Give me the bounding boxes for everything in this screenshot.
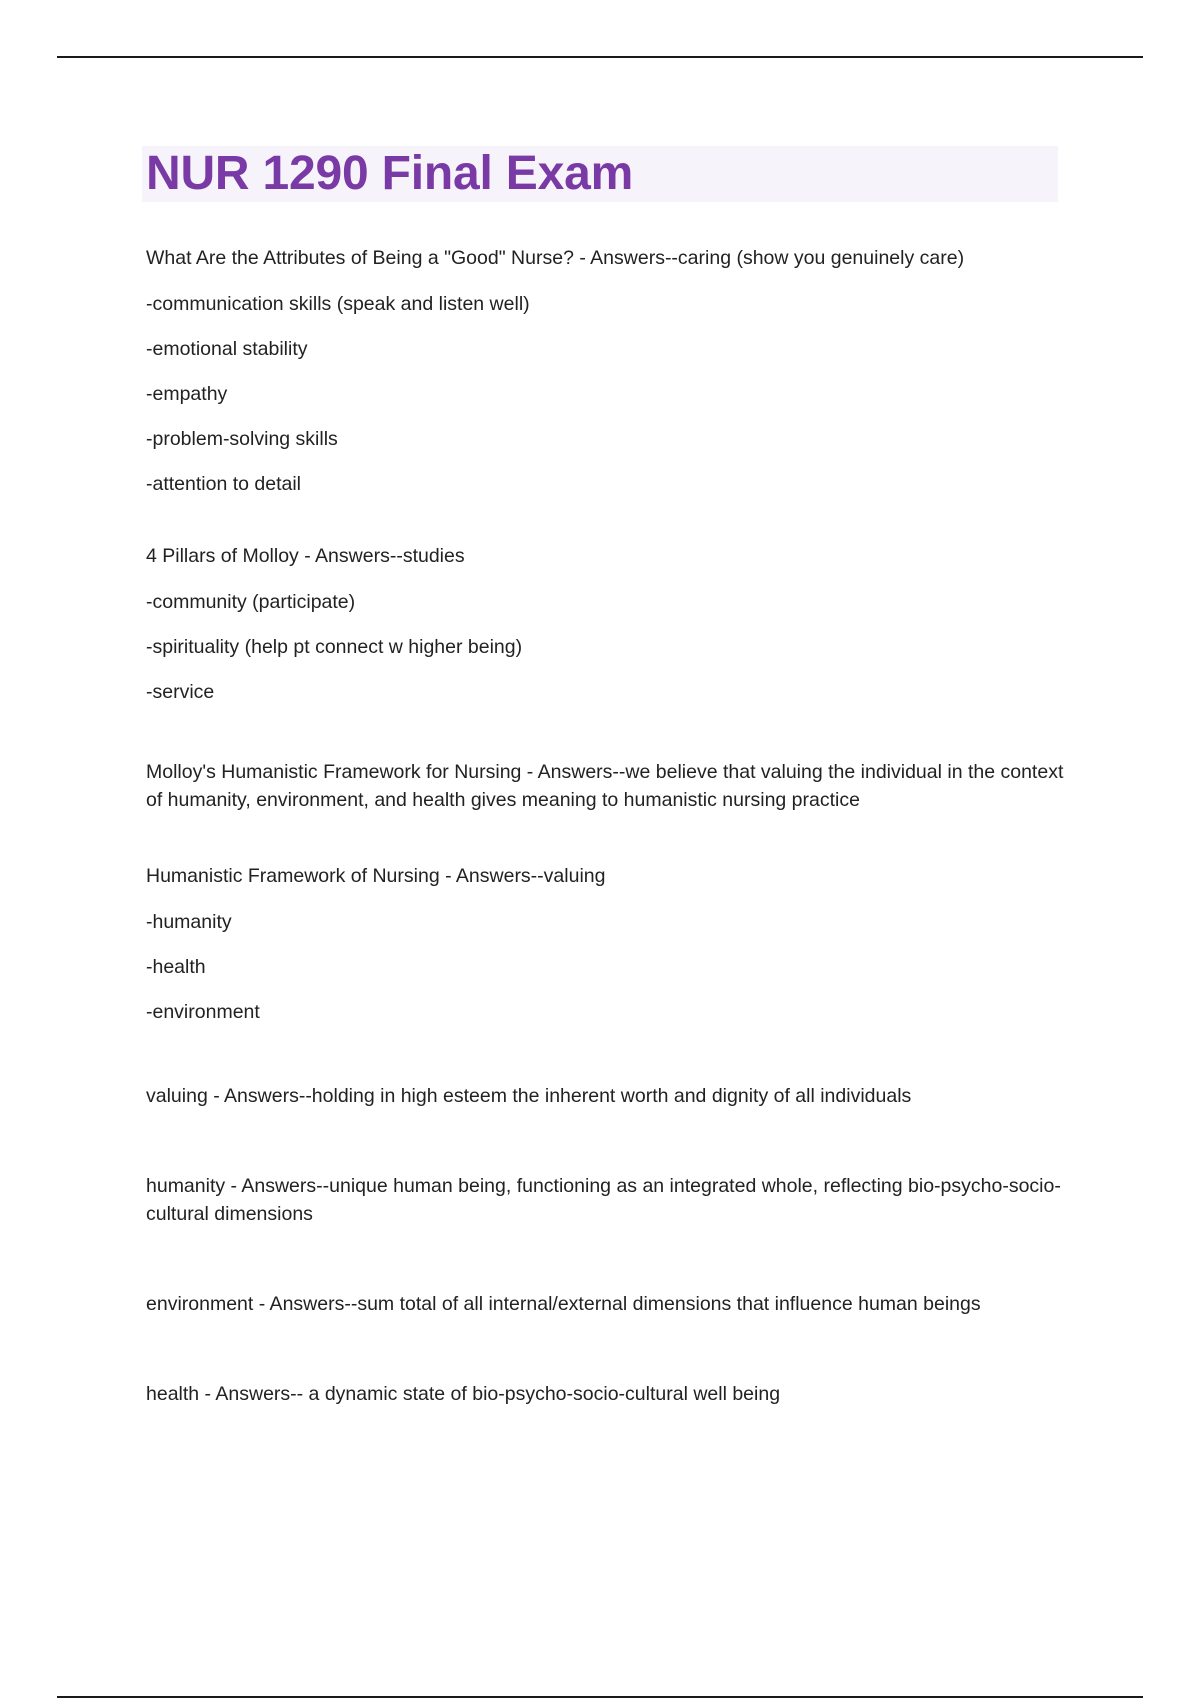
qa-answer-item: -empathy: [146, 383, 228, 405]
qa-question: Molloy's Humanistic Framework for Nursing - Answers--we believe that valuing the individual in the context of humanity, environment, and health gives meaning to humanistic nursing practice: [146, 761, 1064, 811]
qa-question: environment - Answers--sum total of all internal/external dimensions that influence human beings: [146, 1293, 981, 1315]
qa-entry-valuing: [146, 1082, 1066, 1110]
document-body: [146, 244, 1066, 1408]
qa-answer-item: -humanity: [146, 911, 232, 933]
qa-question: 4 Pillars of Molloy - Answers--studies: [146, 545, 465, 567]
qa-entry-humanity: [146, 1172, 1066, 1228]
qa-entry-molloy-framework: [146, 758, 1066, 814]
qa-answer-item: -attention to detail: [146, 473, 302, 495]
qa-answer-item: -health: [146, 956, 206, 978]
qa-entry-environment: [146, 1290, 1066, 1318]
document-title: NUR 1290 Final Exam: [146, 147, 634, 200]
qa-entry-pillars: [146, 542, 1066, 706]
qa-answer-item: -emotional stability: [146, 338, 308, 360]
qa-answer-item: -community (participate): [146, 591, 356, 613]
qa-answer-item: -problem-solving skills: [146, 428, 338, 450]
qa-question: humanity - Answers--unique human being, functioning as an integrated whole, reflecting bio-psycho-socio-cultural dimensions: [146, 1175, 1061, 1225]
qa-answer-item: -spirituality (help pt connect w higher being): [146, 636, 523, 658]
qa-question: health - Answers-- a dynamic state of bio-psycho-socio-cultural well being: [146, 1383, 781, 1405]
qa-answer-item: -environment: [146, 1001, 260, 1023]
qa-question: valuing - Answers--holding in high esteem the inherent worth and dignity of all individuals: [146, 1085, 912, 1107]
qa-entry-health: [146, 1380, 1066, 1408]
qa-question: Humanistic Framework of Nursing - Answers--valuing: [146, 865, 606, 887]
footer-rule: [57, 1696, 1143, 1698]
qa-answer-item: -communication skills (speak and listen well): [146, 293, 530, 315]
qa-question: What Are the Attributes of Being a "Good" Nurse? - Answers--caring (show you genuinely care): [146, 247, 965, 269]
qa-entry-good-nurse: [146, 244, 1066, 498]
qa-answer-item: -service: [146, 681, 215, 703]
qa-entry-humanistic-framework: [146, 862, 1066, 1026]
header-rule: [57, 56, 1143, 58]
